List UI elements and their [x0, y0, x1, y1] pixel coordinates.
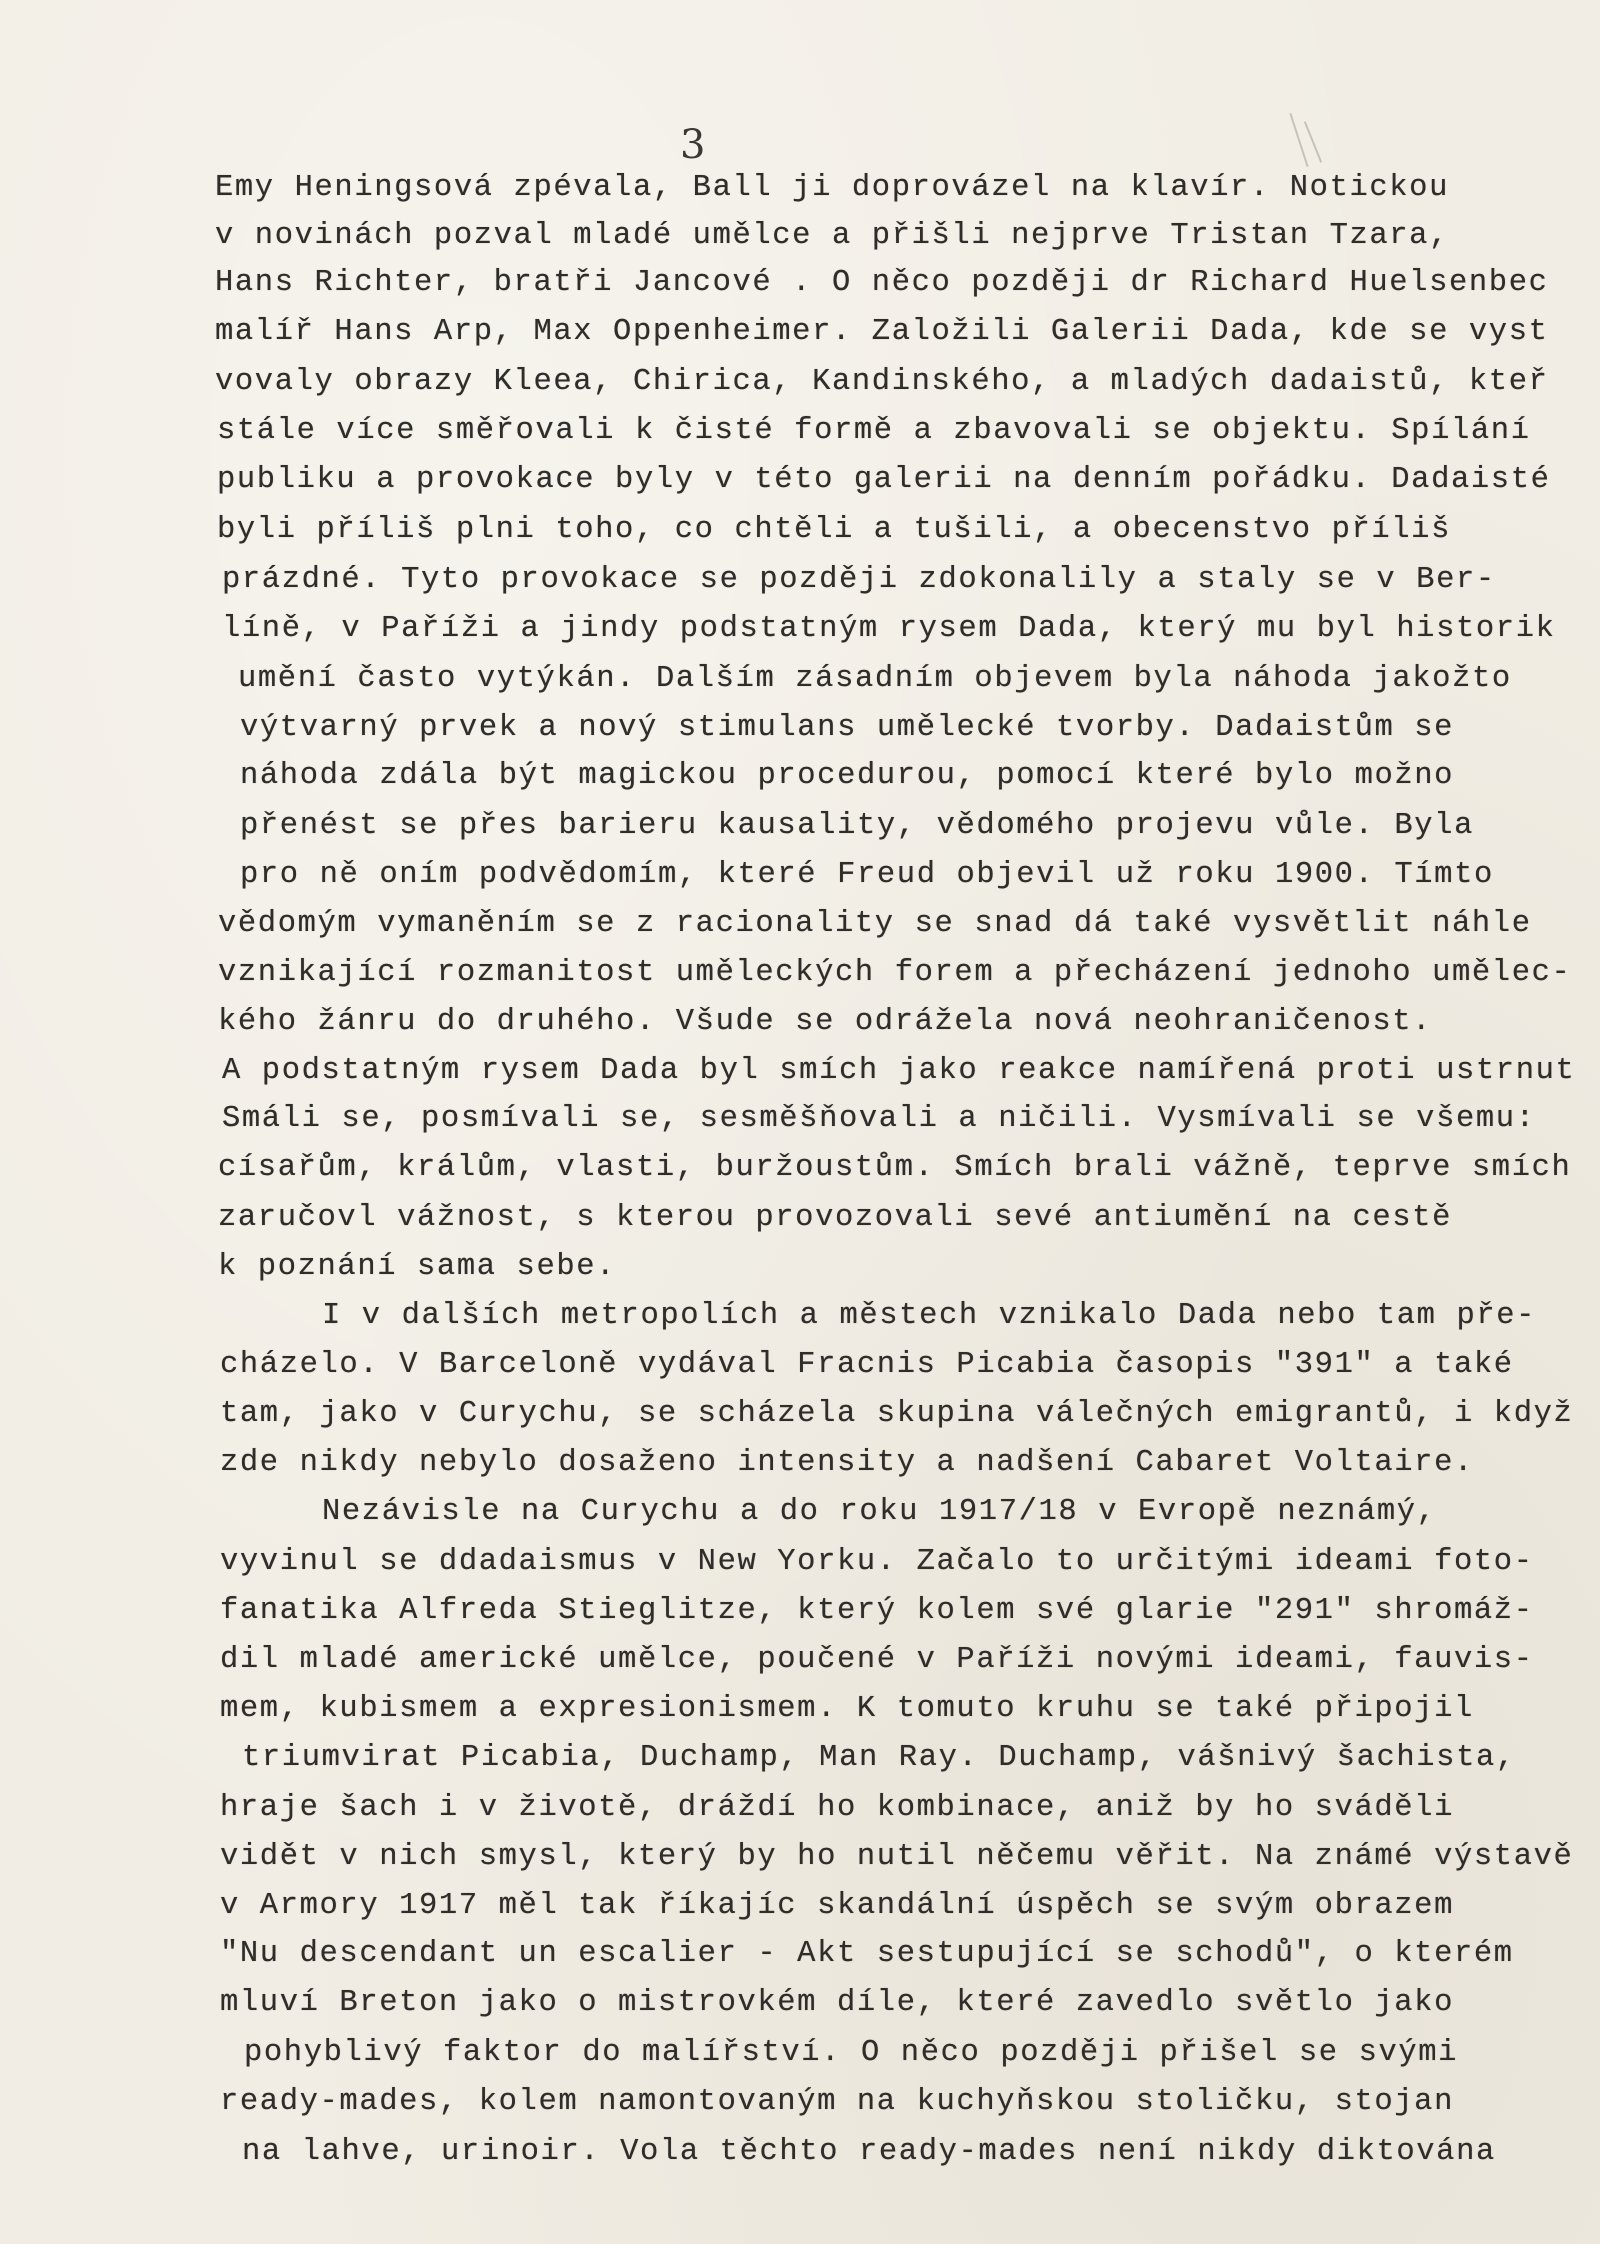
text-line: pohyblivý faktor do malířství. O něco později přišel se svými — [244, 2036, 1459, 2070]
text-line: na lahve, urinoir. Vola těchto ready-mades není nikdy diktována — [242, 2135, 1496, 2169]
text-line: výtvarný prvek a nový stimulans umělecké tvorby. Dadaistům se — [240, 711, 1455, 745]
text-line: dil mladé americké umělce, poučené v Paříži novými ideami, fauvis- — [220, 1643, 1534, 1677]
text-line: přenést se přes barieru kausality, vědomého projevu vůle. Byla — [240, 809, 1474, 843]
text-line: vznikající rozmanitost uměleckých forem a přecházení jednoho umělec- — [218, 956, 1572, 990]
text-line: ready-mades, kolem namontovaným na kuchyňskou stoličku, stojan — [220, 2085, 1454, 2119]
text-line: stále více směřovali k čisté formě a zbavovali se objektu. Spílání — [217, 414, 1531, 448]
text-line: tam, jako v Curychu, se scházela skupina válečných emigrantů, i když — [220, 1397, 1574, 1431]
text-line: "Nu descendant un escalier - Akt sestupující se schodů", o kterém — [220, 1937, 1514, 1971]
text-line: náhoda zdála být magickou procedurou, pomocí které bylo možno — [240, 759, 1455, 793]
text-line: císařům, králům, vlasti, buržoustům. Smích brali vážně, teprve smích — [218, 1151, 1572, 1185]
text-line: umění často vytýkán. Dalším zásadním objevem byla náhoda jakožto — [238, 662, 1512, 696]
text-line: mem, kubismem a expresionismem. K tomuto kruhu se také připojil — [220, 1692, 1474, 1726]
text-line: v novinách pozval mladé umělce a přišli nejprve Tristan Tzara, — [215, 219, 1449, 253]
text-line: v Armory 1917 měl tak říkajíc skandální úspěch se svým obrazem — [220, 1889, 1454, 1923]
text-line: zaručovl vážnost, s kterou provozovali sevé antiumění na cestě — [218, 1201, 1452, 1235]
text-line: kého žánru do druhého. Všude se odrážela nová neohraničenost. — [218, 1005, 1433, 1039]
page-number: 3 — [680, 122, 706, 168]
text-line: vovaly obrazy Kleea, Chirica, Kandinského, a mladých dadaistů, kteř — [215, 365, 1549, 399]
text-line: fanatika Alfreda Stieglitze, který kolem své glarie "291" shromáž- — [220, 1594, 1534, 1628]
text-line: triumvirat Picabia, Duchamp, Man Ray. Duchamp, vášnivý šachista, — [242, 1741, 1516, 1775]
text-line: Emy Heningsová zpévala, Ball ji doprovázel na klavír. Notickou — [215, 171, 1449, 205]
text-line: vyvinul se ddadaismus v New Yorku. Začalo to určitými ideami foto- — [220, 1545, 1534, 1579]
text-line: vědomým vymaněním se z racionality se snad dá také vysvětlit náhle — [218, 907, 1532, 941]
text-line: prázdné. Tyto provokace se později zdokonalily a staly se v Ber- — [222, 563, 1496, 597]
paper-crease-mark — [1304, 121, 1322, 163]
text-line: Smáli se, posmívali se, sesměšňovali a ničili. Vysmívali se všemu: — [222, 1102, 1536, 1136]
text-line: líně, v Paříži a jindy podstatným rysem Dada, který mu byl historik — [222, 612, 1556, 646]
text-line: zde nikdy nebylo dosaženo intensity a nadšení Cabaret Voltaire. — [220, 1446, 1474, 1480]
text-line: malíř Hans Arp, Max Oppenheimer. Založili Galerii Dada, kde se vyst — [215, 315, 1549, 349]
text-line: vidět v nich smysl, který by ho nutil něčemu věřit. Na známé výstavě — [220, 1840, 1574, 1874]
text-line: mluví Breton jako o mistrovkém díle, které zavedlo světlo jako — [220, 1986, 1454, 2020]
text-line: publiku a provokace byly v této galerii na denním pořádku. Dadaisté — [217, 463, 1551, 497]
text-line: byli příliš plni toho, co chtěli a tušili, a obecenstvo příliš — [217, 513, 1451, 547]
text-line: pro ně oním podvědomím, které Freud objevil už roku 1900. Tímto — [240, 858, 1494, 892]
text-line: A podstatným rysem Dada byl smích jako reakce namířená proti ustrnut — [222, 1054, 1576, 1088]
text-line: k poznání sama sebe. — [218, 1250, 617, 1284]
text-line: Hans Richter, bratři Jancové . O něco později dr Richard Huelsenbec — [215, 266, 1549, 300]
text-line: cházelo. V Barceloně vydával Fracnis Picabia časopis "391" a také — [220, 1348, 1514, 1382]
text-line: hraje šach i v životě, dráždí ho kombinace, aniž by ho sváděli — [220, 1791, 1454, 1825]
text-line: I v dalších metropolích a městech vznikalo Dada nebo tam pře- — [322, 1299, 1537, 1333]
text-line: Nezávisle na Curychu a do roku 1917/18 v Evropě neznámý, — [322, 1495, 1437, 1529]
